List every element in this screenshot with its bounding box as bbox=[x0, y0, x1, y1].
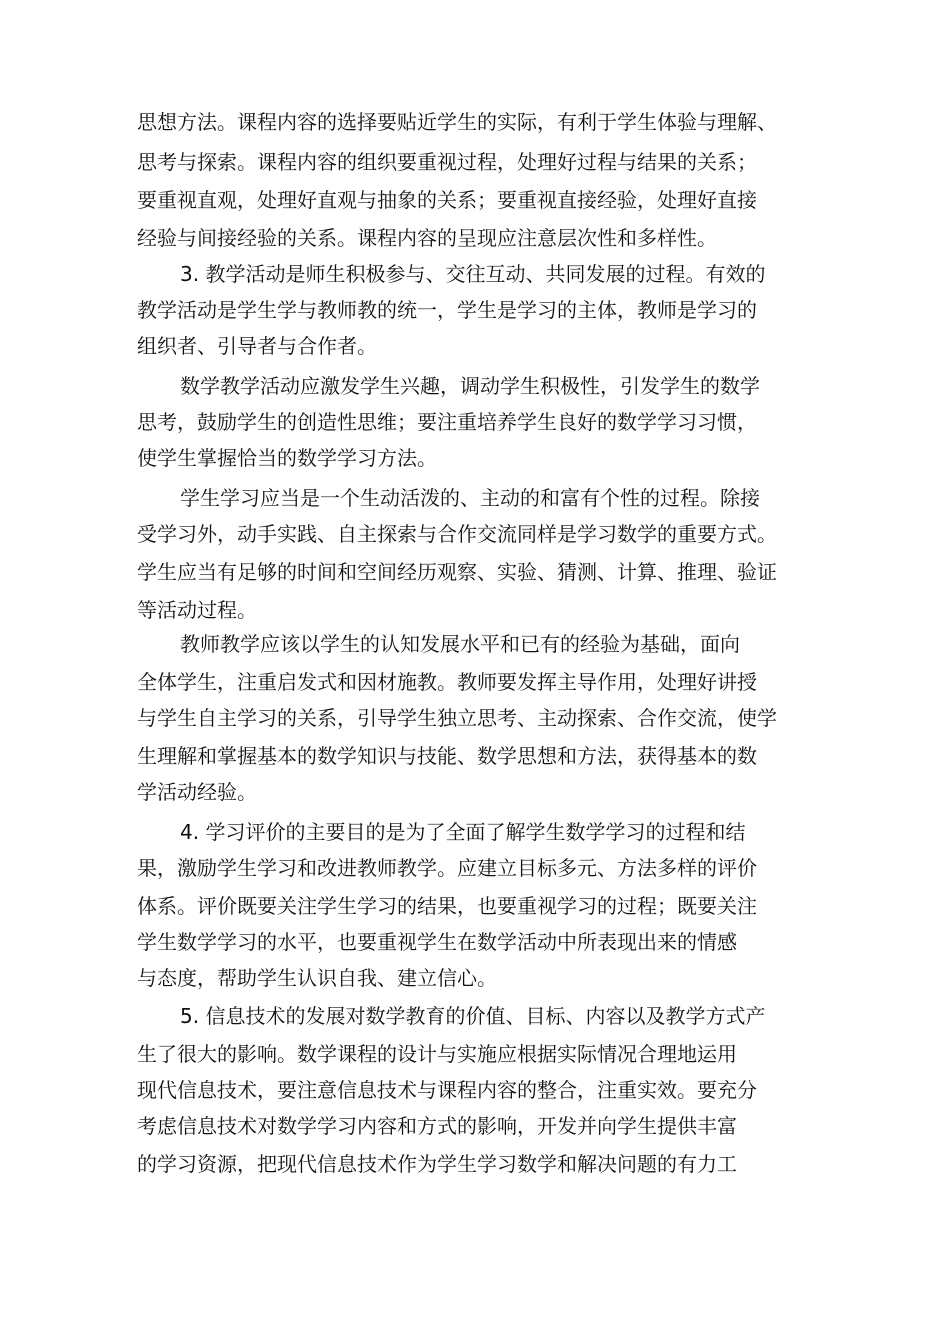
text-line: 教师教学应该以学生的认知发展水平和已有的经验为基础，面向 bbox=[180, 632, 740, 656]
text-line: 思想方法。课程内容的选择要贴近学生的实际，有利于学生体验与理解、 bbox=[137, 110, 777, 134]
text-line: 思考，鼓励学生的创造性思维；要注重培养学生良好的数学学习习惯， bbox=[137, 410, 757, 434]
text-line: 与态度，帮助学生认识自我、建立信心。 bbox=[137, 966, 497, 990]
text-line: 与学生自主学习的关系，引导学生独立思考、主动探索、合作交流，使学 bbox=[137, 706, 777, 730]
text-line: 3. 教学活动是师生积极参与、交往互动、共同发展的过程。有效的 bbox=[180, 262, 766, 286]
text-line: 学活动经验。 bbox=[137, 780, 257, 804]
text-line: 4. 学习评价的主要目的是为了全面了解学生数学学习的过程和结 bbox=[180, 820, 746, 844]
text-line: 果，激励学生学习和改进教师教学。应建立目标多元、方法多样的评价 bbox=[137, 856, 757, 880]
text-line: 的学习资源，把现代信息技术作为学生学习数学和解决问题的有力工 bbox=[137, 1152, 737, 1176]
text-line: 经验与间接经验的关系。课程内容的呈现应注意层次性和多样性。 bbox=[137, 226, 717, 250]
text-line: 数学教学活动应激发学生兴趣，调动学生积极性，引发学生的数学 bbox=[180, 374, 760, 398]
text-line: 现代信息技术，要注意信息技术与课程内容的整合，注重实效。要充分 bbox=[137, 1078, 757, 1102]
text-line: 学生学习应当是一个生动活泼的、主动的和富有个性的过程。除接 bbox=[180, 486, 760, 510]
text-line: 生了很大的影响。数学课程的设计与实施应根据实际情况合理地运用 bbox=[137, 1042, 737, 1066]
text-line: 要重视直观，处理好直观与抽象的关系；要重视直接经验，处理好直接 bbox=[137, 188, 757, 212]
text-line: 学生数学学习的水平，也要重视学生在数学活动中所表现出来的情感 bbox=[137, 930, 737, 954]
text-line: 生理解和掌握基本的数学知识与技能、数学思想和方法，获得基本的数 bbox=[137, 744, 757, 768]
text-line: 使学生掌握恰当的数学学习方法。 bbox=[137, 446, 437, 470]
text-line: 组织者、引导者与合作者。 bbox=[137, 334, 377, 358]
text-line: 教学活动是学生学与教师教的统一，学生是学习的主体，教师是学习的 bbox=[137, 298, 757, 322]
text-line: 等活动过程。 bbox=[137, 598, 257, 622]
text-line: 受学习外，动手实践、自主探索与合作交流同样是学习数学的重要方式。 bbox=[137, 522, 777, 546]
text-line: 全体学生，注重启发式和因材施教。教师要发挥主导作用，处理好讲授 bbox=[137, 670, 757, 694]
text-line: 5. 信息技术的发展对数学教育的价值、目标、内容以及教学方式产 bbox=[180, 1004, 766, 1028]
text-line: 学生应当有足够的时间和空间经历观察、实验、猜测、计算、推理、验证 bbox=[137, 560, 777, 584]
text-line: 体系。评价既要关注学生学习的结果，也要重视学习的过程；既要关注 bbox=[137, 894, 757, 918]
text-line: 思考与探索。课程内容的组织要重视过程，处理好过程与结果的关系； bbox=[137, 150, 757, 174]
text-line: 考虑信息技术对数学学习内容和方式的影响，开发并向学生提供丰富 bbox=[137, 1114, 737, 1138]
